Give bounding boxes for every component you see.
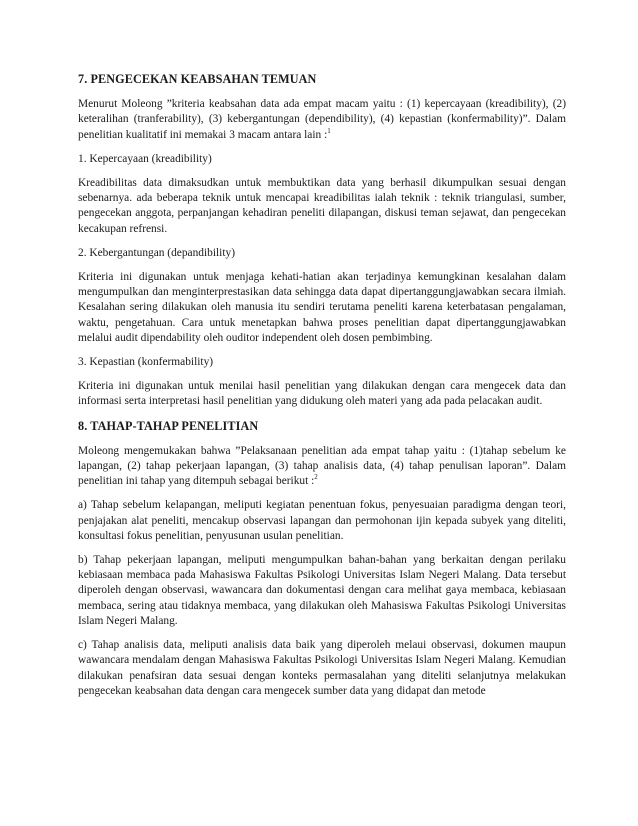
criteria-3-body: Kriteria ini digunakan untuk menilai hasil penelitian yang dilakukan dengan cara mengecek data dan informasi serta interpretasi hasil penelitian yang didukung oleh materi yang ada pada pelacakan audit. (78, 380, 566, 408)
section-8-intro-text: Moleong mengemukakan bahwa ”Pelaksanaan penelitian ada empat tahap yaitu : (1)tahap sebelum ke lapangan, (2) tahap pekerjaan lapangan, (3) tahap analisis data, (4) tahap penulisan laporan”. Dalam penelitian ini tahap yang ditempuh sebagai berikut : (78, 444, 566, 488)
criteria-1-body: Kreadibilitas data dimaksudkan untuk membuktikan data yang berhasil dikumpulkan sesuai dengan sebenarnya. ada beberapa teknik untuk mencapai kreadibilitas ialah teknik : teknik triangulasi, sumber, pengecekan anggota, perpanjangan kehadiran peneliti dilapangan, diskusi teman sejawat, dan pengecekan kecakupan refrensi. (78, 177, 566, 235)
step-c: c) Tahap analisis data, meliputi analisis data baik yang diperoleh melaui observasi, dokumen maupun wawancara mendalam dengan Mahasiswa Fakultas Psikologi Universitas Islam Negeri Malang. Kemudian dilakukan penafsiran data sesuai dengan konteks permasalahan yang diteliti selanjutnya melakukan pengecekan keabsahan data dengan cara mengecek sumber data yang didapat dan metode (78, 639, 566, 697)
section-7-intro-text: Menurut Moleong ”kriteria keabsahan data ada empat macam yaitu : (1) kepercayaan (kreadibility), (2) keteralihan (tranferability), (3) kebergantungan (dependibility), (4) kepastian (konfermability)”. Dalam penelitian kualitatif ini memakai 3 macam antara lain : (78, 98, 566, 141)
criteria-1-heading: 1. Kepercayaan (kreadibility) (78, 152, 212, 165)
footnote-ref-2: 2 (314, 473, 318, 482)
section-7-intro (78, 97, 566, 143)
section-8-title: 8. TAHAP-TAHAP PENELITIAN (78, 418, 259, 433)
section-8-intro (78, 444, 566, 490)
section-7-title: 7. PENGECEKAN KEABSAHAN TEMUAN (78, 72, 317, 86)
criteria-2-heading: 2. Kebergantungan (depandibility) (78, 246, 235, 259)
criteria-3-heading: 3. Kepastian (konfermability) (78, 356, 214, 369)
document-page (78, 64, 566, 708)
criteria-2-body: Kriteria ini digunakan untuk menjaga kehati-hatian akan terjadinya kemungkinan kesalahan dalam mengumpulkan dan menginterprestasikan data sehingga data dapat dipertanggungjawabkan secara ilmiah. Kesalahan sering dilakukan oleh manusia itu sendiri terutama peneliti karena keterbatasan pengalaman, waktu, pengetahuan. Cara untuk menetapkan bahwa proses penelitian dapat dipertanggungjawabkan melalui audit dipendability oleh ouditor independent oleh dosen pembimbing. (78, 271, 566, 344)
step-b: b) Tahap pekerjaan lapangan, meliputi mengumpulkan bahan-bahan yang berkaitan dengan perilaku kebiasaan membaca pada Mahasiswa Fakultas Psikologi Universitas Islam Negeri Malang. Data tersebut diperoleh dengan observasi, wawancara dan dokumentasi dengan cara melihat gaya membaca, kebiasaan membaca, sering atau tidaknya membaca, yang dilakukan oleh Mahasiswa Fakultas Psikologi Universitas Islam Negeri Malang. (78, 554, 566, 627)
footnote-ref-1: 1 (327, 126, 331, 135)
step-a: a) Tahap sebelum kelapangan, meliputi kegiatan penentuan fokus, penyesuaian paradigma dengan teori, penjajakan alat peneliti, mencakup observasi lapangan dan permohonan ijin kepada subyek yang diteliti, konsultasi fokus penelitian, penyusunan usulan penelitian. (78, 499, 566, 542)
